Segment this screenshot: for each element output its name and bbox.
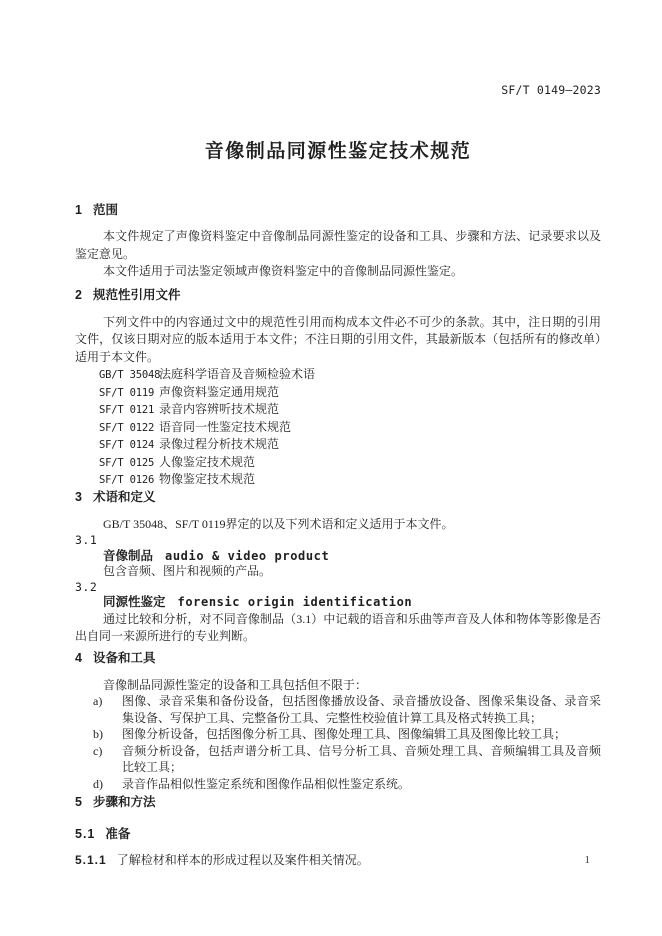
reference-code: GB/T 35048: [99, 369, 161, 381]
section-number: 2: [75, 287, 83, 302]
list-item: [75, 726, 601, 743]
clause-number: 5.1.1: [75, 853, 107, 867]
term-english: audio & video product: [165, 548, 330, 563]
clause-5-1-1: [75, 853, 601, 868]
reference-code: SF/T 0125: [99, 456, 155, 469]
section-title: 术语和定义: [92, 489, 156, 504]
reference-item: [99, 471, 601, 489]
section-equipment-heading: [75, 651, 601, 666]
reference-title: 声像资料鉴定通用规范: [159, 384, 280, 399]
term-line: [103, 595, 601, 611]
section-number: 4: [75, 650, 83, 665]
reference-code: SF/T 0124: [99, 439, 155, 451]
section-title: 范围: [92, 203, 118, 217]
list-item-text: 图像分析设备，包括图像分析工具、图像处理工具、图像编辑工具及图像比较工具；: [122, 727, 567, 741]
reference-title: 人像鉴定技术规范: [159, 454, 256, 469]
section-number: 3: [75, 489, 83, 504]
reference-item: [99, 384, 601, 402]
scope-paragraph-1: 本文件规定了声像资料鉴定中音像制品同源性鉴定的设备和工具、步骤和方法、记录要求以及鉴定意见。: [75, 229, 601, 261]
list-item: [75, 776, 601, 793]
section-terms-heading: [75, 490, 601, 505]
equipment-intro: 音像制品同源性鉴定的设备和工具包括但不限于：: [103, 677, 368, 692]
reference-item: [99, 436, 601, 454]
normative-references-list: [99, 366, 601, 489]
list-item-text: 音频分析设备，包括声谱分析工具、信号分析工具、音频处理工具、音频编辑工具及音频比较工具；: [122, 743, 601, 774]
section-title: 规范性引用文件: [92, 287, 181, 302]
reference-item: [99, 366, 601, 384]
reference-title: 语音同一性鉴定技术规范: [159, 419, 292, 434]
list-item: [75, 693, 601, 726]
term-entry: [75, 533, 601, 580]
normative-refs-intro: 下列文件中的内容通过文中的规范性引用而构成本文件必不可少的条款。其中，注日期的引用文件，仅该日期对应的版本适用于本文件；不注日期的引用文件，其最新版本（包括所有的修改单）适用于本文件。: [75, 314, 601, 364]
subsection-preparation-heading: [75, 827, 601, 842]
reference-title: 物像鉴定技术规范: [159, 472, 256, 486]
scope-paragraph-2: 本文件适用于司法鉴定领域声像资料鉴定中的音像制品同源性鉴定。: [103, 264, 464, 278]
doc-code: SF/T 0149—2023: [501, 83, 601, 97]
term-line: [103, 549, 601, 565]
reference-item: [99, 401, 601, 419]
list-item-label: d): [93, 776, 103, 791]
term-chinese: 同源性鉴定: [103, 595, 166, 609]
list-item-text: 录音作品相似性鉴定系统和图像作品相似性鉴定系统。: [122, 776, 411, 791]
doc-title: 音像制品同源性鉴定技术规范: [204, 141, 472, 162]
reference-code: SF/T 0119: [99, 386, 155, 399]
reference-code: SF/T 0122: [99, 421, 155, 434]
list-item-label: b): [93, 727, 103, 741]
list-item-label: c): [93, 743, 103, 758]
reference-title: 录音内容辨听技术规范: [159, 402, 280, 416]
term-chinese: 音像制品: [103, 548, 154, 563]
term-english: forensic origin identification: [177, 595, 413, 609]
reference-title: 法庭科学语音及音频检验术语: [159, 367, 316, 381]
equipment-list: [75, 693, 601, 792]
reference-item: [99, 419, 601, 437]
reference-code: SF/T 0126: [99, 474, 155, 486]
list-item-label: a): [93, 694, 103, 708]
section-title: 设备和工具: [92, 650, 156, 665]
section-procedure-heading: [75, 795, 601, 810]
terms-intro: GB/T 35048、SF/T 0119界定的以及下列术语和定义适用于本文件。: [103, 516, 454, 531]
section-scope-heading: [75, 203, 601, 218]
clause-text: 了解检材和样本的形成过程以及案件相关情况。: [116, 853, 369, 867]
reference-title: 录像过程分析技术规范: [159, 437, 280, 451]
section-normative-refs-heading: [75, 288, 601, 303]
reference-item: [99, 454, 601, 472]
list-item: [75, 743, 601, 776]
reference-code: SF/T 0121: [99, 404, 155, 416]
list-item-text: 图像、录音采集和备份设备，包括图像播放设备、录音播放设备、图像采集设备、录音采集设备、写保护工具、完整备份工具、完整性校验值计算工具及格式转换工具；: [122, 694, 601, 725]
term-number: 3.2: [75, 579, 98, 594]
section-number: 5: [75, 795, 83, 809]
terms-list: [75, 533, 601, 645]
term-definition: 包含音频、图片和视频的产品。: [103, 564, 272, 578]
section-title: 步骤和方法: [92, 795, 156, 809]
subsection-title: 准备: [105, 827, 131, 841]
term-entry: [75, 580, 601, 645]
section-number: 1: [75, 203, 83, 217]
page-number: 1: [584, 854, 590, 866]
term-number: 3.1: [75, 533, 98, 547]
term-definition: 通过比较和分析，对不同音像制品（3.1）中记载的语音和乐曲等声音及人体和物体等影像是否出自同一来源所进行的专业判断。: [75, 611, 601, 643]
subsection-number: 5.1: [75, 827, 96, 841]
